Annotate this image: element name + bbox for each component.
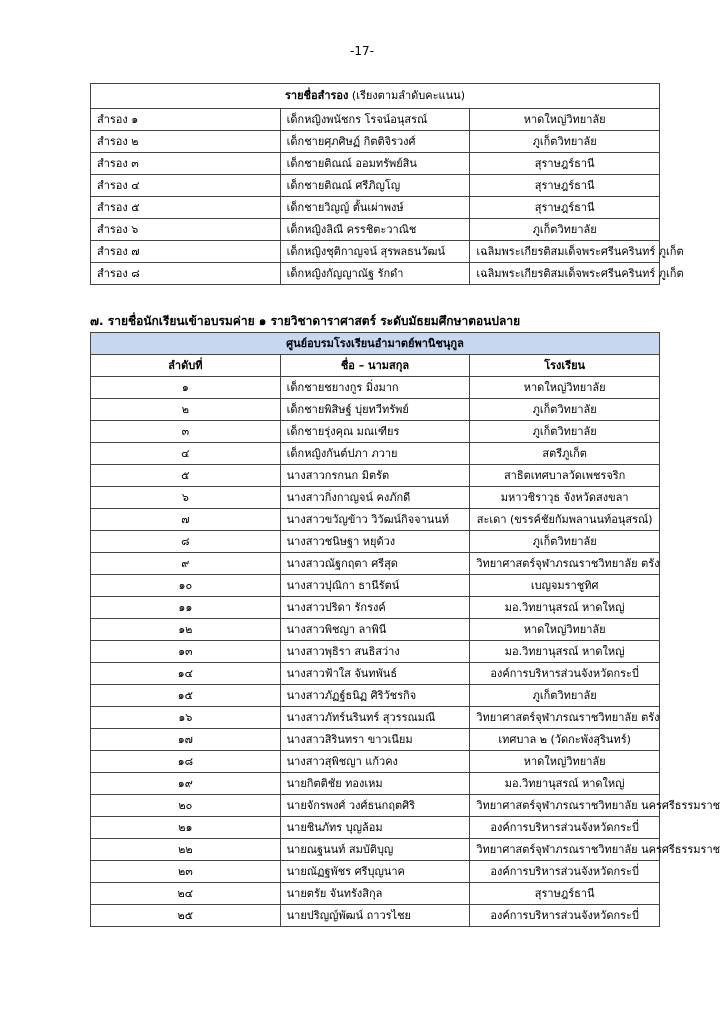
camp-participants-body xyxy=(91,377,721,927)
student-name: นายกิตติชัย ทองเหม xyxy=(280,773,470,795)
student-name: นางสาวพุธิรา สนธิสว่าง xyxy=(280,641,470,663)
table-row xyxy=(91,663,660,685)
alternate-rank: สำรอง ๗ xyxy=(91,241,281,263)
school-name: หาดใหญ่วิทยาลัย xyxy=(470,377,660,399)
student-name: เด็กชายวิญญ์ ตั้นเผ่าพงษ์ xyxy=(280,197,470,219)
table-row xyxy=(91,443,660,465)
school-name: วิทยาศาสตร์จุฬาภรณราชวิทยาลัย ตรัง xyxy=(470,553,660,575)
school-name: องค์การบริหารส่วนจังหวัดกระบี่ xyxy=(470,817,660,839)
column-header-name: ชื่อ – นามสกุล xyxy=(280,355,470,377)
student-name: นางสาวสุพิชญา แก้วคง xyxy=(280,751,470,773)
table-row xyxy=(91,883,660,905)
training-center-title: ศูนย์อบรมโรงเรียนอำมาตย์พานิชนุกูล xyxy=(91,333,660,355)
table-row xyxy=(91,175,660,197)
student-name: นายณัฏฐพัชร ศรีบุญนาค xyxy=(280,861,470,883)
table-row xyxy=(91,685,660,707)
school-name: องค์การบริหารส่วนจังหวัดกระบี่ xyxy=(470,663,660,685)
row-number: ๒๕ xyxy=(91,905,281,927)
table-row xyxy=(91,817,660,839)
table-row xyxy=(91,597,660,619)
school-name: ภูเก็ตวิทยาลัย xyxy=(470,421,660,443)
school-name: ภูเก็ตวิทยาลัย xyxy=(470,219,660,241)
school-name: มหาวชิราวุธ จังหวัดสงขลา xyxy=(470,487,660,509)
alternates-body xyxy=(91,109,684,285)
student-name: นางสาวชนิษฐา หยุด้วง xyxy=(280,531,470,553)
alternates-header xyxy=(91,84,660,109)
school-name: มอ.วิทยานุสรณ์ หาดใหญ่ xyxy=(470,773,660,795)
student-name: เด็กชายรุ่งคุณ มณเฑียร xyxy=(280,421,470,443)
school-name: วิทยาศาสตร์จุฬาภรณราชวิทยาลัย นครศรีธรรมราช xyxy=(470,839,660,861)
table-row xyxy=(91,219,660,241)
table-row xyxy=(91,465,660,487)
school-name: สุราษฎร์ธานี xyxy=(470,883,660,905)
table-row xyxy=(91,197,660,219)
school-name: หาดใหญ่วิทยาลัย xyxy=(470,619,660,641)
row-number: ๒ xyxy=(91,399,281,421)
table-row xyxy=(91,751,660,773)
table-row xyxy=(91,905,660,927)
table-row xyxy=(91,377,660,399)
table-row xyxy=(91,707,660,729)
student-name: นายณฐนนท์ สมบัติบุญ xyxy=(280,839,470,861)
school-name: หาดใหญ่วิทยาลัย xyxy=(470,109,660,131)
school-name: องค์การบริหารส่วนจังหวัดกระบี่ xyxy=(470,861,660,883)
student-name: นายตรัย จันทรังสิกุล xyxy=(280,883,470,905)
row-number: ๑๐ xyxy=(91,575,281,597)
row-number: ๒๐ xyxy=(91,795,281,817)
row-number: ๖ xyxy=(91,487,281,509)
row-number: ๑๓ xyxy=(91,641,281,663)
alternate-rank: สำรอง ๓ xyxy=(91,153,281,175)
table-row xyxy=(91,773,660,795)
school-name: สตรีภูเก็ต xyxy=(470,443,660,465)
row-number: ๑๗ xyxy=(91,729,281,751)
row-number: ๒๒ xyxy=(91,839,281,861)
row-number: ๙ xyxy=(91,553,281,575)
student-name: นางสาวปุณิกา ธานีรัตน์ xyxy=(280,575,470,597)
student-name: นางสาวขวัญข้าว วิวัฒน์กิจจานนท์ xyxy=(280,509,470,531)
table-row xyxy=(91,509,660,531)
table-row xyxy=(91,861,660,883)
school-name: มอ.วิทยานุสรณ์ หาดใหญ่ xyxy=(470,641,660,663)
school-name: ภูเก็ตวิทยาลัย xyxy=(470,399,660,421)
table-row xyxy=(91,399,660,421)
table-row xyxy=(91,795,660,817)
column-header-number: ลำดับที่ xyxy=(91,355,281,377)
school-name: เฉลิมพระเกียรติสมเด็จพระศรีนครินทร์ ภูเก็ต xyxy=(470,241,660,263)
school-name: องค์การบริหารส่วนจังหวัดกระบี่ xyxy=(470,905,660,927)
student-name: เด็กชายชยางกูร มิ่งมาก xyxy=(280,377,470,399)
alternates-header-title: รายชื่อสำรอง xyxy=(285,89,349,102)
table-row xyxy=(91,263,660,285)
student-name: เด็กหญิงพนัชกร โรจน์อนุสรณ์ xyxy=(280,109,470,131)
alternate-rank: สำรอง ๕ xyxy=(91,197,281,219)
student-name: เด็กหญิงกันต์ปภา ภวาย xyxy=(280,443,470,465)
row-number: ๑๖ xyxy=(91,707,281,729)
row-number: ๑๙ xyxy=(91,773,281,795)
page-number: -17- xyxy=(350,44,374,58)
school-name: ภูเก็ตวิทยาลัย xyxy=(470,685,660,707)
school-name: สุราษฎร์ธานี xyxy=(470,153,660,175)
alternate-rank: สำรอง ๑ xyxy=(91,109,281,131)
table-row xyxy=(91,109,660,131)
student-name: นางสาวภัฏฐ์ธนิฏ ศิริวัชรกิจ xyxy=(280,685,470,707)
alternate-rank: สำรอง ๖ xyxy=(91,219,281,241)
school-name: สะเดา (ขรรค์ชัยกัมพลานนท์อนุสรณ์) xyxy=(470,509,660,531)
row-number: ๔ xyxy=(91,443,281,465)
table-row xyxy=(91,553,660,575)
student-name: นายจักรพงศ์ วงศ์ธนกฤตศิริ xyxy=(280,795,470,817)
row-number: ๑๔ xyxy=(91,663,281,685)
school-name: วิทยาศาสตร์จุฬาภรณราชวิทยาลัย ตรัง xyxy=(470,707,660,729)
student-name: นายชินภัทร บุญล้อม xyxy=(280,817,470,839)
alternate-rank: สำรอง ๔ xyxy=(91,175,281,197)
table-row xyxy=(91,575,660,597)
student-name: เด็กหญิงกัญญาณัฐ รักดำ xyxy=(280,263,470,285)
row-number: ๒๓ xyxy=(91,861,281,883)
row-number: ๑๕ xyxy=(91,685,281,707)
student-name: เด็กชายศุภศิษฏ์ กิตติจิรวงศ์ xyxy=(280,131,470,153)
school-name: ภูเก็ตวิทยาลัย xyxy=(470,531,660,553)
student-name: เด็กชายติณณ์ ศรีภิญโญ xyxy=(280,175,470,197)
alternates-header-note: (เรียงตามลำดับคะแนน) xyxy=(348,89,465,102)
row-number: ๑๒ xyxy=(91,619,281,641)
school-name: เทศบาล ๒ (วัดกะพังสุรินทร์) xyxy=(470,729,660,751)
student-name: นางสาวสิรินทรา ขาวเนียม xyxy=(280,729,470,751)
row-number: ๑๑ xyxy=(91,597,281,619)
table-row xyxy=(91,487,660,509)
row-number: ๑ xyxy=(91,377,281,399)
row-number: ๗ xyxy=(91,509,281,531)
student-name: นางสาวณัฐกฤตา ศรีสุด xyxy=(280,553,470,575)
student-name: นางสาวฟ้าใส จันทพันธ์ xyxy=(280,663,470,685)
student-name: เด็กชายติณณ์ ออมทรัพย์สิน xyxy=(280,153,470,175)
table-row xyxy=(91,839,660,861)
section-heading: ๗. รายชื่อนักเรียนเข้าอบรมค่าย ๑ รายวิชาดาราศาสตร์ ระดับมัธยมศึกษาตอนปลาย xyxy=(90,314,521,328)
student-name: นางสาวพิชญา ลาพินี xyxy=(280,619,470,641)
school-name: มอ.วิทยานุสรณ์ หาดใหญ่ xyxy=(470,597,660,619)
row-number: ๕ xyxy=(91,465,281,487)
table-row xyxy=(91,131,660,153)
table-row xyxy=(91,421,660,443)
student-name: นางสาวกรกนก มิตรัต xyxy=(280,465,470,487)
student-name: เด็กชายพิสิษฐ์ บุ่ยทวีทรัพย์ xyxy=(280,399,470,421)
school-name: สุราษฎร์ธานี xyxy=(470,197,660,219)
alternate-rank: สำรอง ๘ xyxy=(91,263,281,285)
camp-participants-table xyxy=(90,332,721,927)
row-number: ๓ xyxy=(91,421,281,443)
row-number: ๒๑ xyxy=(91,817,281,839)
row-number: ๒๔ xyxy=(91,883,281,905)
student-name: นางสาวกิ่งกาญจน์ คงภักดี xyxy=(280,487,470,509)
table-row xyxy=(91,729,660,751)
table-row xyxy=(91,641,660,663)
alternates-table xyxy=(90,83,684,285)
student-name: นายปริญญ์พัฒน์ ถาวรไชย xyxy=(280,905,470,927)
school-name: เบญจมราชูทิศ xyxy=(470,575,660,597)
school-name: สาธิตเทศบาลวัดเพชรจริก xyxy=(470,465,660,487)
student-name: เด็กหญิงชุติกาญจน์ สุรพลธนวัฒน์ xyxy=(280,241,470,263)
school-name: เฉลิมพระเกียรติสมเด็จพระศรีนครินทร์ ภูเก็ต xyxy=(470,263,660,285)
school-name: วิทยาศาสตร์จุฬาภรณราชวิทยาลัย นครศรีธรรมราช xyxy=(470,795,660,817)
table-row xyxy=(91,531,660,553)
school-name: ภูเก็ตวิทยาลัย xyxy=(470,131,660,153)
alternate-rank: สำรอง ๒ xyxy=(91,131,281,153)
student-name: นางสาวภัทร์นรินทร์ สุวรรณมณี xyxy=(280,707,470,729)
row-number: ๑๘ xyxy=(91,751,281,773)
table-row xyxy=(91,153,660,175)
school-name: สุราษฎร์ธานี xyxy=(470,175,660,197)
row-number: ๘ xyxy=(91,531,281,553)
school-name: หาดใหญ่วิทยาลัย xyxy=(470,751,660,773)
table-row xyxy=(91,241,660,263)
table-row xyxy=(91,619,660,641)
column-header-school: โรงเรียน xyxy=(470,355,660,377)
student-name: นางสาวปริดา รักรงค์ xyxy=(280,597,470,619)
student-name: เด็กหญิงลิณี ครรชิตะวาณิช xyxy=(280,219,470,241)
